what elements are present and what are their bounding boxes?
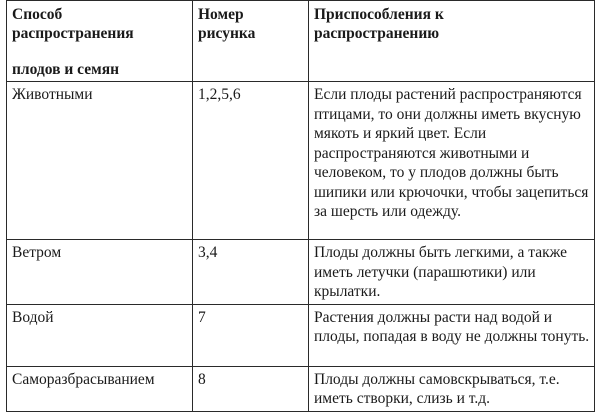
header-figure-number bbox=[193, 1, 309, 82]
cell-adaptation: Плоды должны быть легкими, а также иметь летучки (парашютики) или крылатки. bbox=[309, 240, 595, 305]
header-method-line1: Способ bbox=[12, 6, 63, 23]
header-adaptations-line1: Приспособления к bbox=[314, 6, 444, 23]
header-method-line2: распространения bbox=[12, 25, 134, 42]
header-adaptations bbox=[309, 1, 595, 82]
cell-method: Ветром bbox=[7, 240, 193, 305]
cell-method: Водой bbox=[7, 304, 193, 366]
header-dispersal-method bbox=[7, 1, 193, 82]
cell-method: Животными bbox=[7, 82, 193, 240]
cell-adaptation: Плоды должны самовскрываться, т.е. иметь створки, слизь и т.д. bbox=[309, 366, 595, 411]
cell-figure: 1,2,5,6 bbox=[193, 82, 309, 240]
cell-figure: 8 bbox=[193, 366, 309, 411]
header-figure-line2: рисунка bbox=[198, 25, 256, 42]
table-row bbox=[7, 366, 595, 411]
cell-figure: 3,4 bbox=[193, 240, 309, 305]
table-row bbox=[7, 82, 595, 240]
table-header-row bbox=[7, 1, 595, 82]
seed-dispersal-table bbox=[6, 0, 595, 412]
cell-adaptation: Если плоды растений распространяются птицами, то они должны иметь вкусную мякоть и яркий цвет. Если распространяются животными и человеком, то у плодов должны быть шипики или крючочки, чтобы зацепиться за шерсть или одежду. bbox=[309, 82, 595, 240]
table-row bbox=[7, 304, 595, 366]
cell-method: Саморазбрасыванием bbox=[7, 366, 193, 411]
header-adaptations-line2: распространению bbox=[314, 25, 440, 42]
header-method-line3: плодов и семян bbox=[12, 61, 120, 78]
cell-adaptation: Растения должны расти над водой и плоды, попадая в воду не должны тонуть. bbox=[309, 304, 595, 366]
table-row bbox=[7, 240, 595, 305]
cell-figure: 7 bbox=[193, 304, 309, 366]
header-figure-line1: Номер bbox=[198, 6, 244, 23]
